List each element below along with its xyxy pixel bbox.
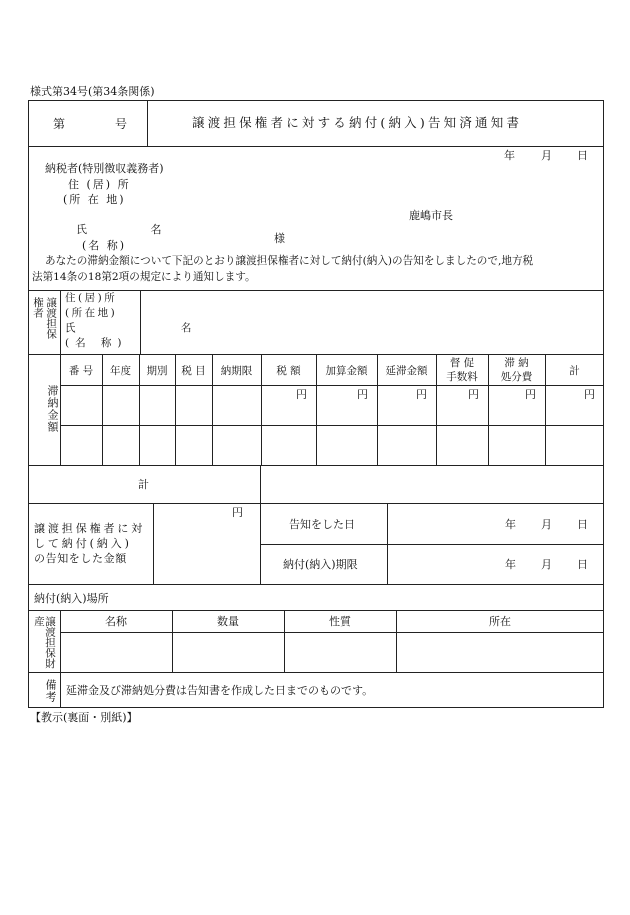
arrears-header-1: 年度: [110, 365, 131, 377]
divider: [147, 100, 148, 146]
arrears-side-label: [30, 384, 58, 434]
arrears-yen-unit: 円: [584, 388, 595, 401]
divider: [60, 425, 604, 426]
issuer-name: 鹿嶋市長: [409, 209, 453, 222]
taxpayer-name-sub-label: (名 称): [82, 239, 127, 252]
collateral-side-label: [30, 616, 58, 670]
payment-place-label: 納付(納入)場所: [34, 592, 109, 605]
collateral-header-name: 名称: [105, 615, 127, 628]
arrears-header-6: 加算金額: [325, 365, 368, 377]
total-label: 計: [138, 478, 149, 491]
arrears-header-9: 滞 納 処分費: [500, 357, 533, 383]
deadline-day: 日: [577, 558, 588, 571]
number-suffix: 号: [115, 117, 128, 131]
remarks-text: 延滞金及び滞納処分費は告知書を作成した日までのものです。: [66, 684, 374, 697]
divider: [28, 465, 604, 466]
notified-date-label: 告知をした日: [289, 518, 355, 531]
notified-amount-label-1: 譲渡担保権者に対: [34, 522, 146, 535]
holder-location-label: (所在地): [65, 307, 118, 319]
divider: [28, 503, 604, 504]
arrears-header-7: 延滞金額: [385, 365, 428, 377]
holder-address-label: 住(居)所: [65, 292, 118, 304]
footer-instruction: 【教示(裏面・別紙)】: [30, 711, 138, 724]
deadline-year: 年: [505, 558, 516, 571]
honorific: 様: [274, 232, 285, 245]
taxpayer-location-label: (所 在 地): [63, 193, 126, 206]
holder-name-sub-label: (名 称): [65, 337, 128, 349]
number-prefix: 第: [53, 117, 66, 131]
arrears-header-8: 督 促 手数料: [446, 357, 478, 383]
divider: [60, 290, 61, 354]
arrears-yen-unit: 円: [468, 388, 479, 401]
notified-amount-label-3: の告知をした金額: [34, 552, 127, 565]
notice-date-month: 月: [541, 149, 552, 162]
collateral-side-label-text: 譲渡担保財産: [33, 616, 57, 669]
deadline-month: 月: [541, 558, 552, 571]
notice-body-line1: あなたの滞納金額について下記のとおり譲渡担保権者に対して納付(納入)の告知をしましたので,地方税: [45, 255, 534, 267]
arrears-header-5: 税 額: [276, 365, 301, 377]
remarks-side-label: [34, 677, 56, 705]
arrears-yen-unit: 円: [296, 388, 307, 401]
divider: [60, 632, 604, 633]
divider: [153, 503, 154, 584]
collateral-header-quantity: 数量: [217, 615, 239, 628]
divider: [28, 290, 604, 291]
arrears-header-4: 納期限: [220, 365, 253, 377]
notified-amount-yen: 円: [232, 506, 243, 519]
notified-date-year: 年: [505, 518, 516, 531]
divider: [28, 584, 604, 585]
divider: [28, 672, 604, 673]
collateral-header-location: 所在: [489, 615, 511, 628]
deadline-label: 納付(納入)期限: [283, 558, 358, 571]
divider: [260, 465, 261, 503]
arrears-header-0: 番 号: [68, 365, 94, 377]
arrears-yen-unit: 円: [416, 388, 427, 401]
form-label: 様式第34号(第34条関係): [30, 85, 155, 98]
document-title: 譲渡担保権者に対する納付(納入)告知済通知書: [192, 115, 523, 130]
arrears-side-label-text: 滞納金額: [46, 385, 59, 433]
collateral-header-nature: 性質: [329, 615, 351, 628]
divider: [60, 385, 604, 386]
divider: [260, 544, 604, 545]
arrears-yen-unit: 円: [525, 388, 536, 401]
taxpayer-address-label: 住 (居) 所: [68, 178, 131, 191]
arrears-header-10: 計: [569, 365, 580, 377]
arrears-header-2: 期別: [146, 365, 168, 377]
notice-date-day: 日: [577, 149, 588, 162]
notice-body-line2: 法第14条の18第2項の規定により通知します。: [32, 271, 256, 283]
notice-date-year: 年: [504, 149, 515, 162]
notified-date-day: 日: [577, 518, 588, 531]
arrears-header-3: 税 目: [181, 365, 206, 377]
holder-side-label: [30, 297, 58, 349]
taxpayer-label: 納税者(特別徴収義務者): [45, 162, 164, 175]
holder-side-label-text: 譲渡担保権者: [32, 297, 58, 339]
taxpayer-name-label: 氏 名: [76, 223, 192, 236]
divider: [28, 146, 604, 147]
arrears-yen-unit: 円: [357, 388, 368, 401]
notified-amount-label-2: して納付(納入): [34, 537, 132, 550]
holder-name-label: 氏 名: [65, 322, 243, 334]
remarks-side-label-text: 備考: [44, 679, 57, 703]
notified-date-month: 月: [541, 518, 552, 531]
divider: [28, 610, 604, 611]
